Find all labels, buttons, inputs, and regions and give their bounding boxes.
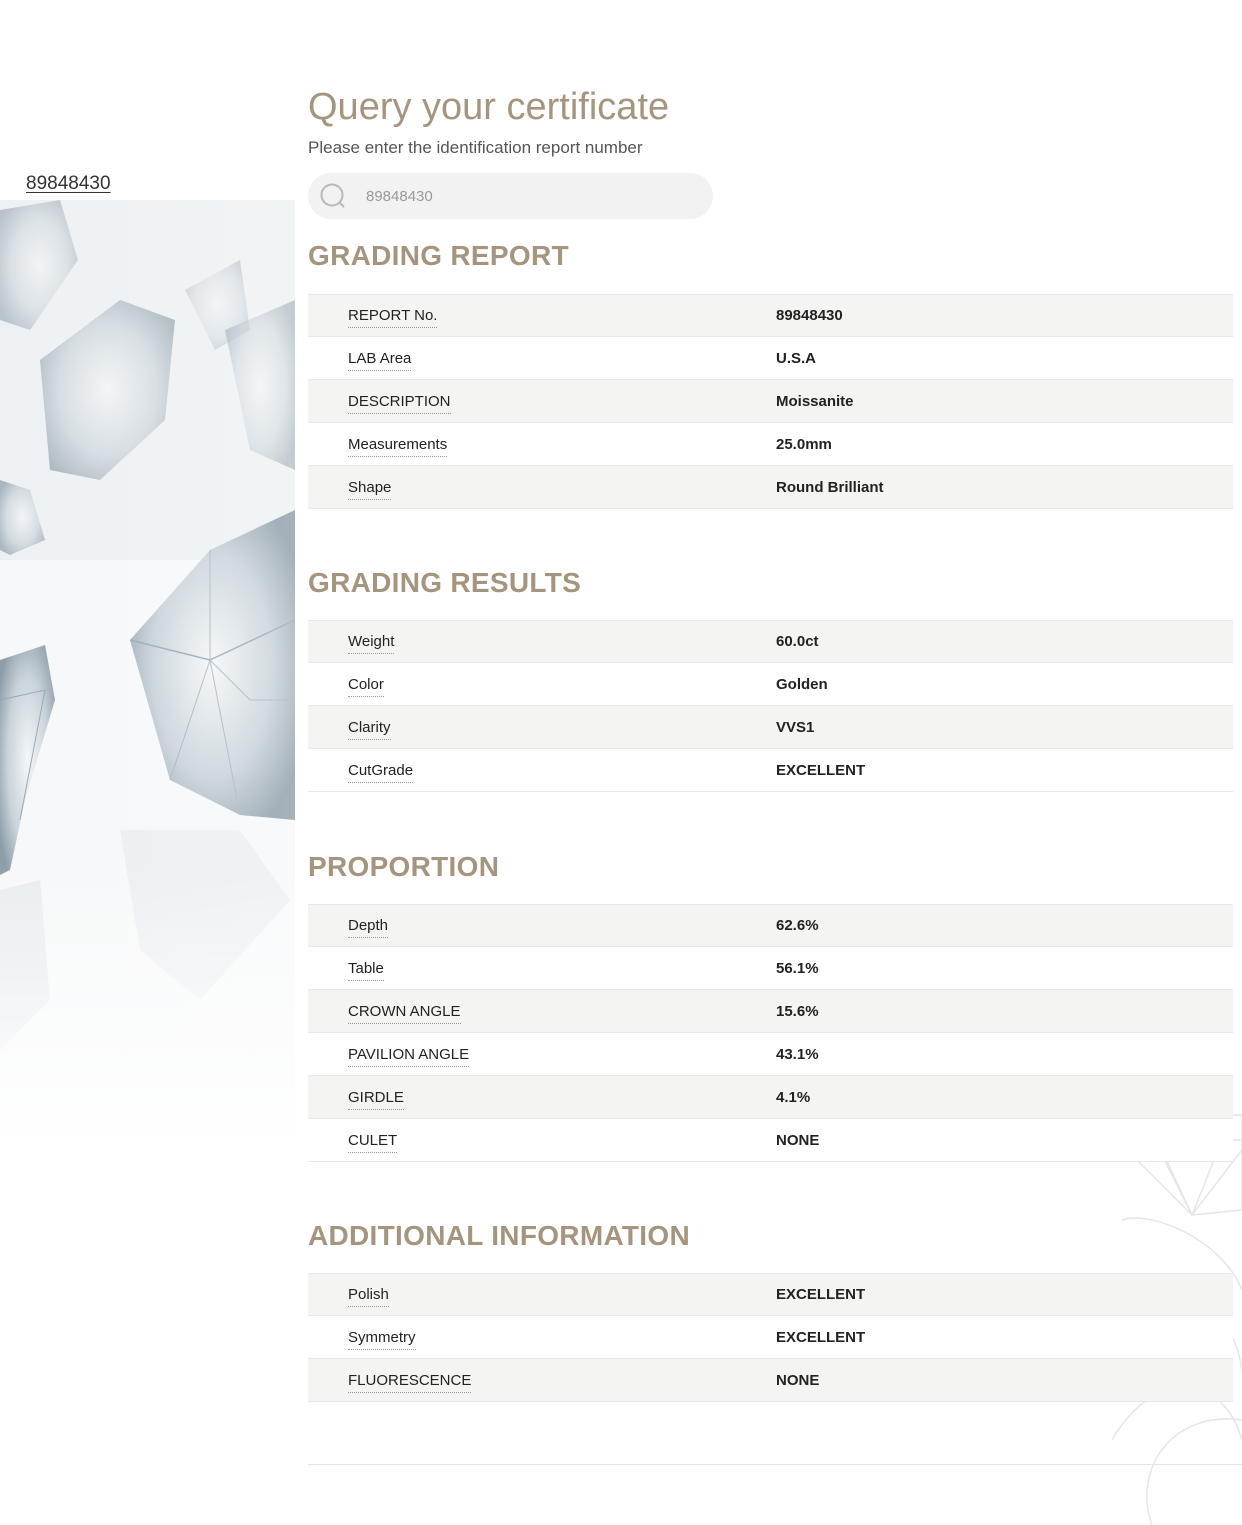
row-label — [308, 762, 776, 779]
additional-information-table — [308, 1273, 1233, 1402]
row-value: 60.0ct — [776, 633, 819, 650]
row-value: 4.1% — [776, 1088, 811, 1106]
row-label — [308, 393, 776, 410]
page-title: Query your certificate — [308, 86, 670, 128]
row-label-text: Shape — [348, 479, 391, 500]
table-row — [308, 947, 1233, 990]
row-value: 15.6% — [776, 1002, 819, 1020]
row-value: EXCELLENT — [776, 1286, 866, 1303]
row-label — [308, 307, 776, 324]
table-row — [308, 423, 1233, 466]
row-value: EXCELLENT — [776, 761, 866, 779]
table-row — [308, 1119, 1233, 1162]
row-label — [308, 917, 776, 934]
table-row — [308, 1359, 1233, 1402]
row-label — [308, 350, 776, 367]
row-label-text: REPORT No. — [348, 307, 437, 328]
divider — [308, 1464, 1242, 1465]
row-value: EXCELLENT — [776, 1328, 866, 1346]
table-row — [308, 706, 1233, 749]
row-label — [308, 676, 776, 693]
row-label-text: CULET — [348, 1132, 397, 1153]
row-value: 43.1% — [776, 1045, 819, 1063]
row-label — [308, 633, 776, 650]
row-label-text: Measurements — [348, 436, 447, 457]
row-label — [308, 1003, 776, 1020]
grading-results-table — [308, 620, 1233, 792]
row-label-text: GIRDLE — [348, 1089, 404, 1110]
row-label-text: Polish — [348, 1286, 389, 1307]
row-label-text: DESCRIPTION — [348, 393, 451, 414]
row-value: U.S.A — [776, 349, 817, 367]
table-row — [308, 904, 1233, 947]
row-value: Moissanite — [776, 392, 854, 410]
section-title-grading-results: GRADING RESULTS — [308, 567, 582, 598]
row-value: NONE — [776, 1371, 820, 1389]
row-label-text: PAVILION ANGLE — [348, 1046, 469, 1067]
row-label-text: CutGrade — [348, 762, 413, 783]
report-number-link[interactable]: 89848430 — [26, 173, 111, 194]
row-label — [308, 1329, 776, 1346]
row-value: 89848430 — [776, 307, 843, 324]
table-row — [308, 749, 1233, 792]
row-label-text: CROWN ANGLE — [348, 1003, 461, 1024]
row-label — [308, 1372, 776, 1389]
row-label-text: Depth — [348, 917, 388, 938]
search-icon — [320, 183, 346, 209]
row-label — [308, 1132, 776, 1149]
row-value: 25.0mm — [776, 435, 832, 453]
section-title-additional-information: ADDITIONAL INFORMATION — [308, 1220, 690, 1251]
side-panel — [0, 0, 295, 1525]
page-subtitle: Please enter the identification report number — [308, 138, 643, 157]
row-label-text: Color — [348, 676, 384, 697]
row-label-text: FLUORESCENCE — [348, 1372, 471, 1393]
search-input[interactable] — [366, 188, 666, 205]
table-row — [308, 380, 1233, 423]
table-row — [308, 337, 1233, 380]
table-row — [308, 1273, 1233, 1316]
table-row — [308, 620, 1233, 663]
row-label — [308, 960, 776, 977]
row-label — [308, 1286, 776, 1303]
table-row — [308, 1076, 1233, 1119]
row-value: Golden — [776, 675, 828, 693]
proportion-table — [308, 904, 1233, 1162]
section-title-grading-report: GRADING REPORT — [308, 240, 569, 271]
table-row — [308, 1033, 1233, 1076]
row-label — [308, 436, 776, 453]
row-label — [308, 1089, 776, 1106]
row-value: 62.6% — [776, 917, 819, 934]
row-value: 56.1% — [776, 959, 819, 977]
table-row — [308, 466, 1233, 509]
table-row — [308, 1316, 1233, 1359]
grading-report-table — [308, 294, 1233, 509]
row-label — [308, 479, 776, 496]
row-label — [308, 719, 776, 736]
row-value: NONE — [776, 1131, 820, 1149]
row-label-text: Weight — [348, 633, 394, 654]
row-value: VVS1 — [776, 718, 815, 736]
row-label-text: Clarity — [348, 719, 391, 740]
row-label-text: Symmetry — [348, 1329, 416, 1350]
table-row — [308, 294, 1233, 337]
row-value: Round Brilliant — [776, 478, 884, 496]
row-label-text: Table — [348, 960, 384, 981]
section-title-proportion: PROPORTION — [308, 851, 500, 882]
table-row — [308, 663, 1233, 706]
row-label — [308, 1046, 776, 1063]
table-row — [308, 990, 1233, 1033]
search-bar[interactable] — [308, 173, 713, 219]
row-label-text: LAB Area — [348, 350, 411, 371]
